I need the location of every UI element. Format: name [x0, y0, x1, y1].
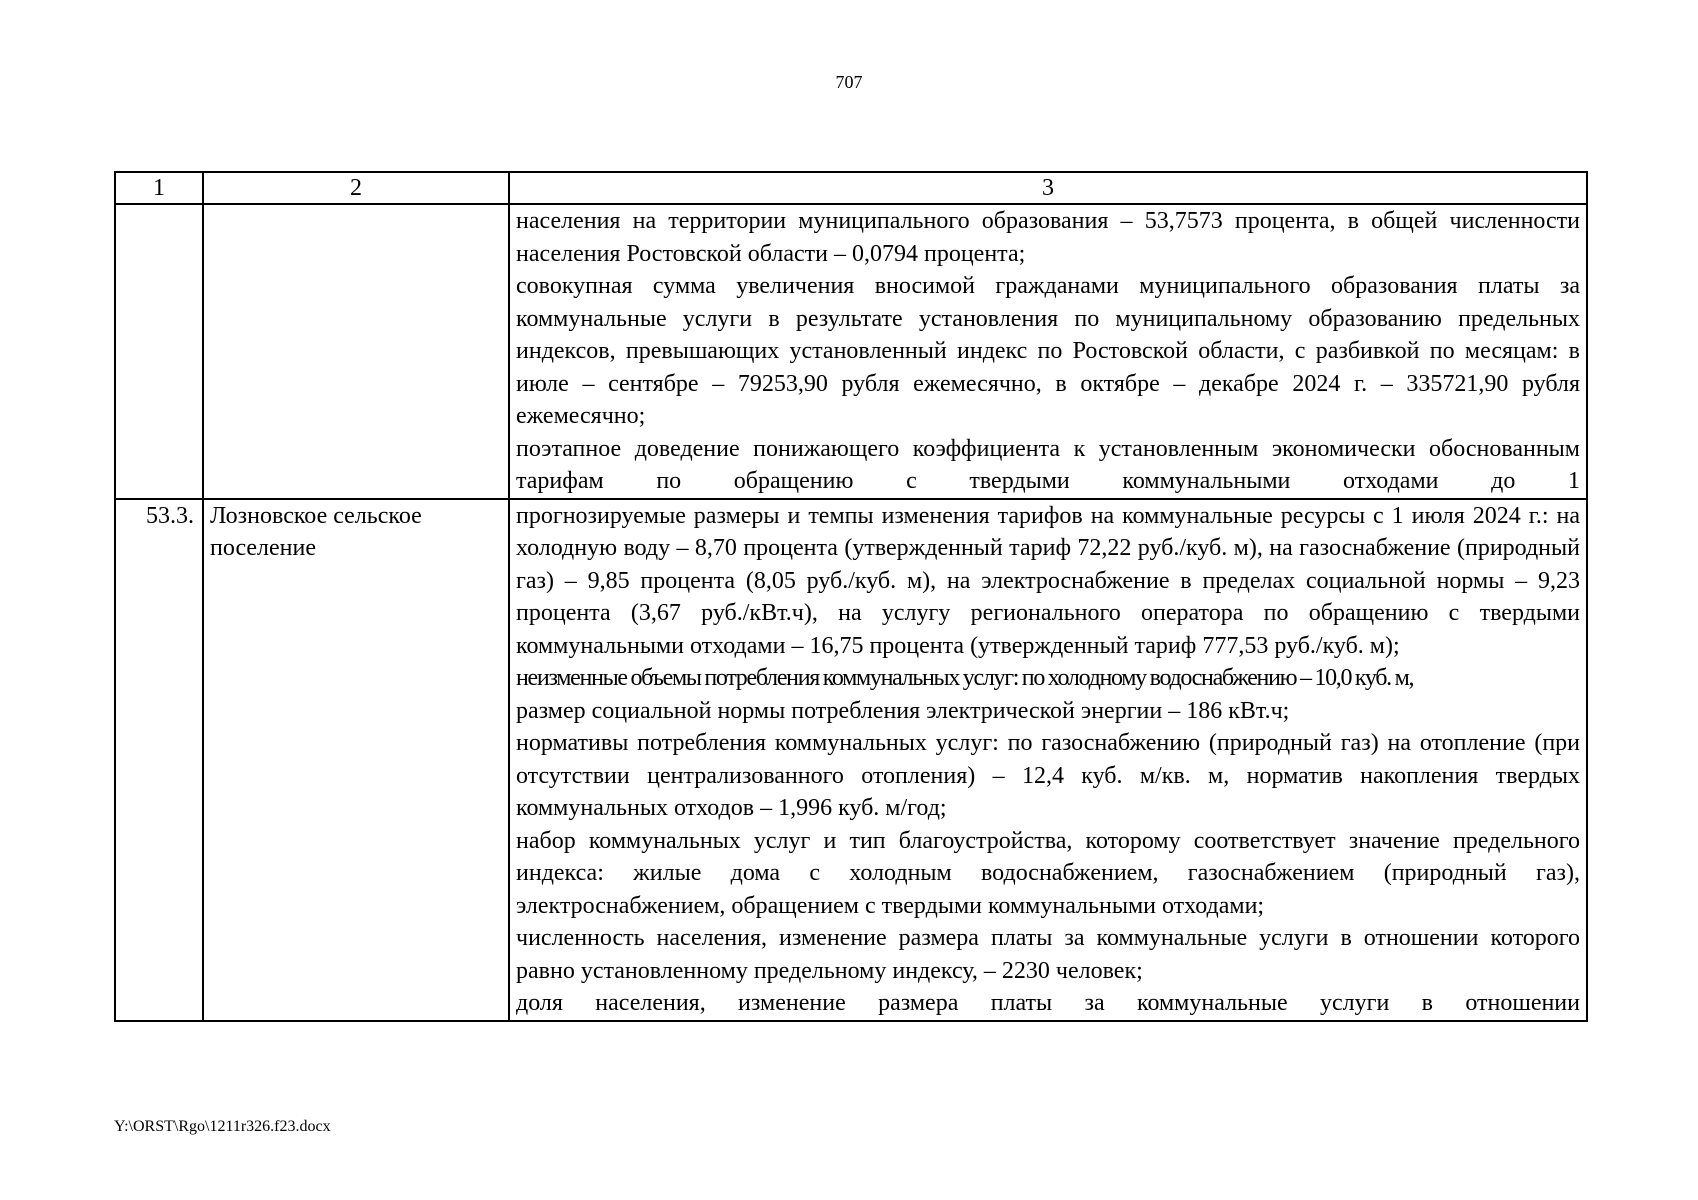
column-header-1: 1: [115, 172, 203, 204]
paragraph: прогнозируемые размеры и темпы изменения тарифов на коммунальные ресурсы с 1 июля 2024 г.: на холодную воду – 8,70 процента (утвержденный тариф 72,22 руб./куб. м), на газоснабжение (природный газ) – 9,85 процента (8,05 руб./куб. м), на электроснабжение в пределах социальной нормы – 9,23 процента (3,67 руб./кВт.ч), на услугу регионального оператора по обращению с твердыми коммунальными отходами – 16,75 процента (утвержденный тариф 777,53 руб./куб. м);: [516, 502, 1580, 659]
document-path-footer: Y:\ORST\Rgo\1211r326.f23.docx: [114, 1118, 331, 1135]
row-number: [115, 204, 203, 499]
table-row: [115, 499, 1587, 1021]
row-description: [509, 499, 1587, 1021]
paragraph: нормативы потребления коммунальных услуг: по газоснабжению (природный газ) на отопление (при отсутствии централизованного отопления) – 12,4 куб. м/кв. м, норматив накопления твердых коммунальных отходов – 1,996 куб. м/год;: [516, 730, 1580, 821]
table-header-row: [115, 172, 1587, 204]
paragraph: размер социальной нормы потребления электрической энергии – 186 кВт.ч;: [516, 697, 1290, 724]
paragraph: поэтапное доведение понижающего коэффициента к установленным экономически обоснованным тарифам по обращению с твердыми коммунальными отходами до 1: [516, 435, 1580, 494]
municipality-name: [203, 204, 509, 499]
table-row: [115, 204, 1587, 499]
paragraph: набор коммунальных услуг и тип благоустройства, которому соответствует значение предельного индекса: жилые дома с холодным водоснабжением, газоснабжением (природный газ), электроснабжением, обращением с твердыми коммунальными отходами;: [516, 827, 1580, 919]
paragraph: населения на территории муниципального образования – 53,7573 процента, в общей численности населения Ростовской области – 0,0794 процента;: [516, 208, 1580, 267]
page-number: 707: [835, 72, 863, 92]
column-header-3: 3: [509, 172, 1587, 204]
paragraph: совокупная сумма увеличения вносимой гражданами муниципального образования платы за коммунальные услуги в результате установления по муниципальному образованию предельных индексов, превышающих установленный индекс по Ростовской области, с разбивкой по месяцам: в июле – сентябре – 79253,90 рубля ежемесячно, в октябре – декабре 2024 г. – 335721,90 рубля ежемесячно;: [516, 273, 1580, 429]
paragraph: численность населения, изменение размера платы за коммунальные услуги в отношении которого равно установленному предельному индексу, – 2230 человек;: [516, 925, 1580, 984]
tariff-table: [114, 171, 1588, 1022]
row-description: [509, 204, 1587, 499]
paragraph: неизменные объемы потребления коммунальных услуг: по холодному водоснабжению – 10,0 куб. м,: [516, 665, 1414, 691]
municipality-name: Лозновское сельское поселение: [203, 499, 509, 1021]
column-header-2: 2: [203, 172, 509, 204]
paragraph: доля населения, изменение размера платы за коммунальные услуги в отношении: [516, 990, 1580, 1016]
row-number: 53.3.: [115, 499, 203, 1021]
